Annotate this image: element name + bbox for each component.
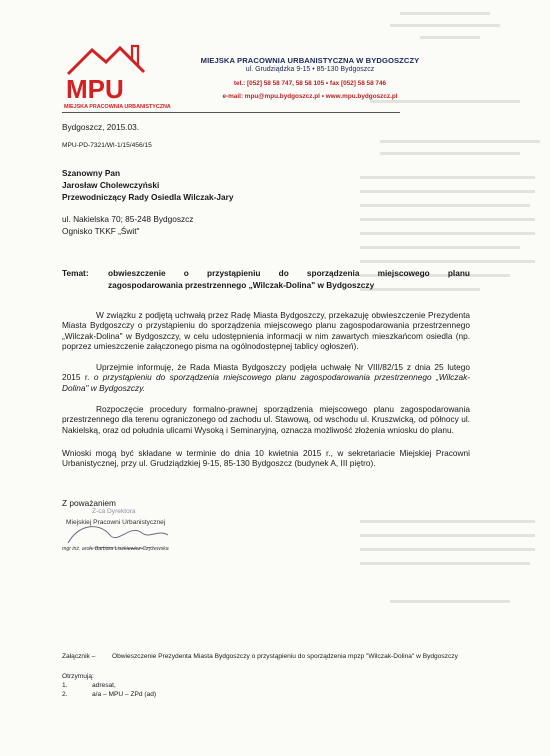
org-phones: tel.: [052] 58 58 747, 58 58 105 • fax [052] 58 58 746 [233,80,387,87]
letter-reference: MPU-PD-7321/WI-1/15/456/15 [62,142,152,149]
org-contacts: e-mail: mpu@mpu.bydgoszcz.pl • www.mpu.bydgoszcz.pl [222,93,398,100]
attachment-text: Obwieszczenie Prezydenta Miasta Bydgoszczy o przystąpieniu do sporządzenia mpzp "Wilczak-Dolina" w Bydgoszczy [112,653,458,660]
closing: Z poważaniem [62,498,116,508]
paragraph-2 [62,362,470,393]
recipient-street: ul. Nakielska 70; 85-248 Bydgoszcz [62,214,194,224]
paragraph-3: Rozpoczęcie procedury formalno-prawnej sporządzenia miejscowego planu zagospodarowania przestrzennego dla terenu ograniczonego od zachodu ul. Stawową, od wschodu ul. Kruszwicką, od północy ul. Nakielską, oraz od południa ulicami Wysoką i Seminaryjną, oznacza możliwość złożenia wniosku do planu. [62,404,470,435]
attachment-label: Załącznik – [62,653,96,660]
recipient-2-number: 2. [62,691,68,698]
paragraph-4: Wnioski mogą być składane w terminie do dnia 10 kwietnia 2015 r., w sekretariacie Miejskiej Pracowni Urbanistycznej, przy ul. Grudziądzkiej 9-15, 85-130 Bydgoszcz (budynek A, III piętro). [62,448,470,469]
stamp-name: mgr inż. arch. Barbara Liszkiewicz-Czyżewska [62,546,169,552]
paragraph-1: W związku z podjętą uchwałą przez Radę Miasta Bydgoszczy, przekazuję obwieszczenie Prezydenta Miasta Bydgoszczy o przystąpieniu do sporządzenia miejscowego planu zagospodarowania przestrzennego „Wilczak-Dolina" w Bydgoszczy, w celu udostępnienia informacji w nim zawartych mieszkańcom osiedla (np. poprzez umieszczenie załączonego pisma na ogólnodostępnej tablicy ogłoszeń). [62,310,470,352]
recipient-name: Jarosław Cholewczyński [62,180,160,190]
recipient-role: Przewodniczący Rady Osiedla Wilczak-Jary [62,192,234,202]
header-divider [62,112,400,113]
logo-caption: MIEJSKA PRACOWNIA URBANISTYCZNA [64,104,171,110]
handwritten-signature [38,505,188,565]
recipient-branch: Ognisko TKKF „Świt" [62,226,140,236]
paragraph-2-text: Uprzejmie informuję, że Rada Miasta Bydgoszczy podjęła uchwałę Nr VIII/82/15 z dnia 25 lutego 2015 r. [62,362,470,383]
subject-line-1: obwieszczenie o przystąpieniu do sporządzenia miejscowego planu [108,268,470,278]
subject-label: Temat: [62,268,89,278]
mpu-logo [62,40,174,110]
letterhead [190,56,430,100]
paragraph-2-resolution: o przystąpieniu do sporządzenia miejscowego planu zagospodarowania przestrzennego „Wilczak-Dolina" w Bydgoszczy. [62,372,470,393]
letter-date: Bydgoszcz, 2015.03. [62,122,140,132]
recipient-salutation: Szanowny Pan [62,168,121,178]
org-address: ul. Grudziądzka 9-15 • 85-130 Bydgoszcz [245,66,375,73]
org-name: MIEJSKA PRACOWNIA URBANISTYCZNA W BYDGOSZCZY [200,56,420,65]
stamp-title: Z-ca Dyrektora [92,508,136,515]
subject-line-2: zagospodarowania przestrzennego „Wilczak-Dolina" w Bydgoszczy [108,280,375,290]
recipient-1-number: 1. [62,682,68,689]
recipient-1-text: adresat, [92,682,116,689]
recipients-label: Otrzymują: [62,673,94,680]
recipient-2-text: a/a – MPU – ZPd (ad) [92,691,157,698]
logo-text: MPU [66,74,124,104]
stamp-org: Miejskiej Pracowni Urbanistycznej [66,519,166,526]
